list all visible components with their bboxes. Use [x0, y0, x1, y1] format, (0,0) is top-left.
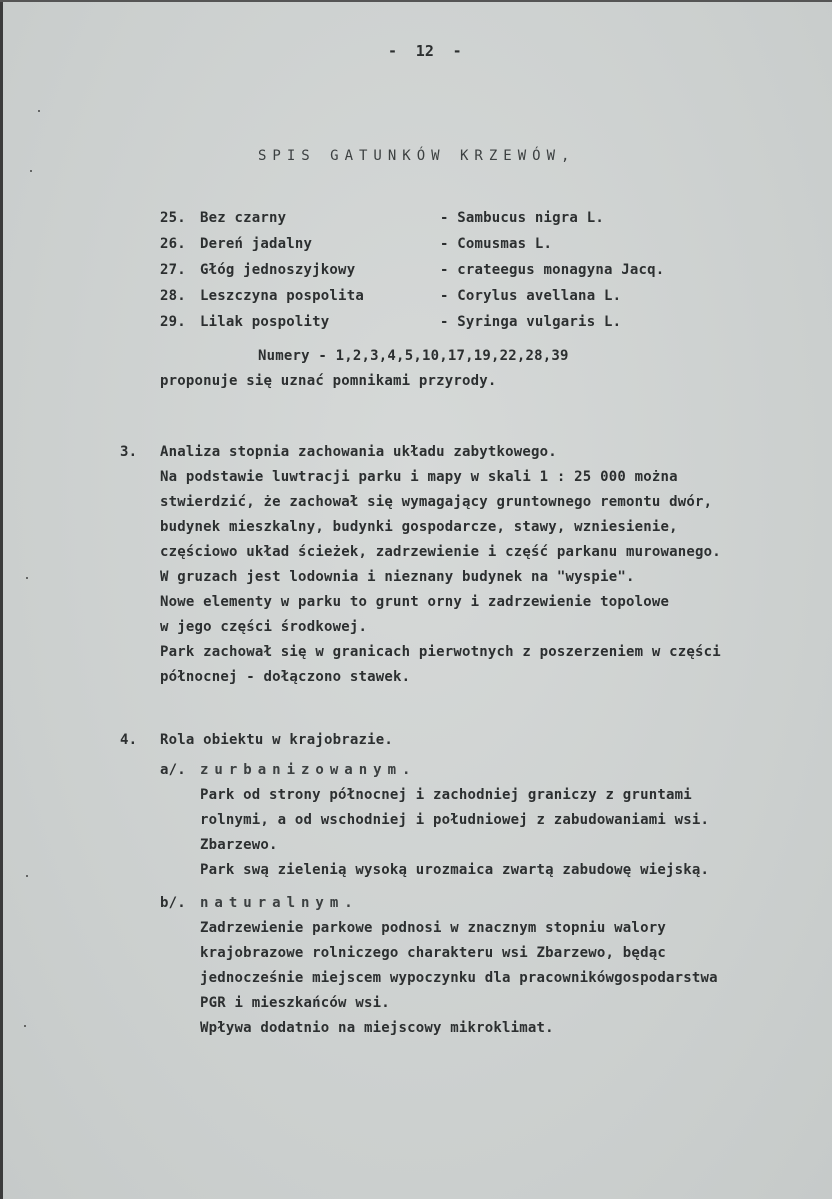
- paragraph-line: jednocześnie miejscem wypoczynku dla pracownikówgospodarstwa: [200, 970, 718, 986]
- section-heading: Analiza stopnia zachowania układu zabytkowego.: [160, 444, 557, 460]
- scan-speck: [38, 110, 40, 112]
- species-number: 28.: [160, 288, 186, 304]
- paragraph-line: Zbarzewo.: [200, 837, 278, 853]
- paragraph-line: budynek mieszkalny, budynki gospodarcze, stawy, wzniesienie,: [160, 519, 678, 535]
- scan-edge-left: [0, 0, 3, 1199]
- species-latin-name: - Corylus avellana L.: [440, 288, 622, 304]
- page-number: - 12 -: [388, 42, 462, 60]
- scan-speck: [24, 1025, 26, 1027]
- paragraph-line: Zadrzewienie parkowe podnosi w znacznym stopniu walory: [200, 920, 666, 936]
- paragraph-line: PGR i mieszkańców wsi.: [200, 995, 390, 1011]
- species-number: 26.: [160, 236, 186, 252]
- paragraph-line: rolnymi, a od wschodniej i południowej z zabudowaniami wsi.: [200, 812, 710, 828]
- species-number: 25.: [160, 210, 186, 226]
- scan-edge-top: [0, 0, 832, 2]
- species-polish-name: Bez czarny: [200, 210, 287, 226]
- paragraph-line: krajobrazowe rolniczego charakteru wsi Zbarzewo, będąc: [200, 945, 666, 961]
- page-title: SPIS GATUNKÓW KRZEWÓW,: [258, 148, 576, 164]
- species-polish-name: Lilak pospolity: [200, 314, 330, 330]
- numbers-line-continued: proponuje się uznać pomnikami przyrody.: [160, 373, 497, 389]
- species-number: 27.: [160, 262, 186, 278]
- numbers-line: Numery - 1,2,3,4,5,10,17,19,22,28,39: [258, 348, 569, 364]
- species-latin-name: - Syringa vulgaris L.: [440, 314, 622, 330]
- paragraph-line: częściowo układ ścieżek, zadrzewienie i część parkanu murowanego.: [160, 544, 721, 560]
- species-polish-name: Dereń jadalny: [200, 236, 313, 252]
- paragraph-line: Park swą zielenią wysoką urozmaica zwartą zabudowę wiejską.: [200, 862, 710, 878]
- subsection-title: zurbanizowanym.: [200, 762, 417, 778]
- species-latin-name: - Comusmas L.: [440, 236, 553, 252]
- species-polish-name: Głóg jednoszyjkowy: [200, 262, 356, 278]
- paragraph-line: Nowe elementy w parku to grunt orny i zadrzewienie topolowe: [160, 594, 670, 610]
- paragraph-line: stwierdzić, że zachował się wymagający gruntownego remontu dwór,: [160, 494, 713, 510]
- paragraph-line: W gruzach jest lodownia i nieznany budynek na "wyspie".: [160, 569, 635, 585]
- section-number: 3.: [120, 444, 138, 460]
- scan-speck: [26, 577, 28, 579]
- scan-speck: [26, 875, 28, 877]
- scan-speck: [30, 170, 32, 172]
- paragraph-line: północnej - dołączono stawek.: [160, 669, 411, 685]
- paragraph-line: w jego części środkowej.: [160, 619, 368, 635]
- paragraph-line: Na podstawie luwtracji parku i mapy w skali 1 : 25 000 można: [160, 469, 678, 485]
- species-polish-name: Leszczyna pospolita: [200, 288, 364, 304]
- section-number: 4.: [120, 732, 138, 748]
- paragraph-line: Park od strony północnej i zachodniej graniczy z gruntami: [200, 787, 692, 803]
- subsection-title: naturalnym.: [200, 895, 359, 911]
- species-number: 29.: [160, 314, 186, 330]
- subsection-label: b/.: [160, 895, 186, 911]
- paragraph-line: Park zachował się w granicach pierwotnych z poszerzeniem w części: [160, 644, 721, 660]
- section-heading: Rola obiektu w krajobrazie.: [160, 732, 393, 748]
- paragraph-line: Wpływa dodatnio na miejscowy mikroklimat.: [200, 1020, 554, 1036]
- species-latin-name: - Sambucus nigra L.: [440, 210, 604, 226]
- species-latin-name: - crateegus monagyna Jacq.: [440, 262, 665, 278]
- subsection-label: a/.: [160, 762, 186, 778]
